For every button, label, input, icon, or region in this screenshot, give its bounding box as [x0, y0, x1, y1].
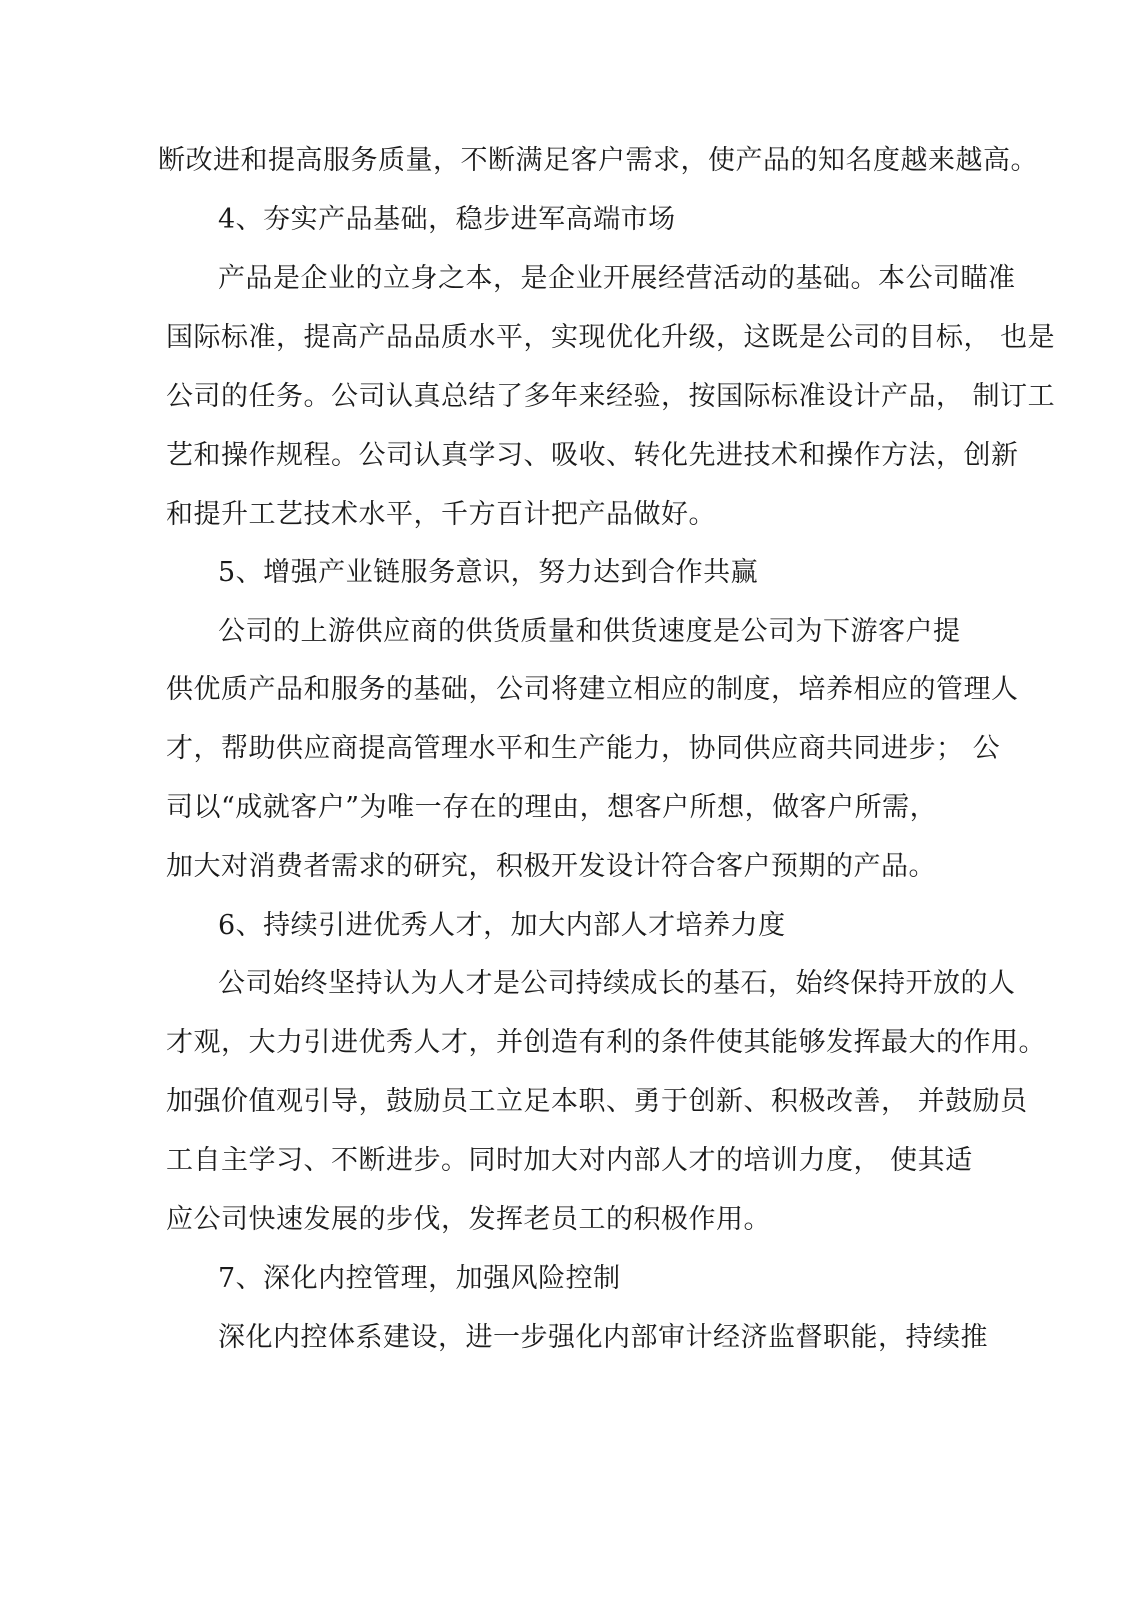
body-text-line: 才观，大力引进优秀人才，并创造有利的条件使其能够发挥最大的作用。 — [166, 1027, 1046, 1058]
body-text-line: 深化内控体系建设，进一步强化内部审计经济监督职能，持续推 — [218, 1322, 988, 1353]
body-text-line: 断改进和提高服务质量，不断满足客户需求，使产品的知名度越来越高。 — [158, 145, 1038, 176]
body-text-line: 司以“成就客户”为唯一存在的理由，想客户所想，做客户所需， — [166, 792, 938, 823]
body-text-line: 应公司快速发展的步伐，发挥老员工的积极作用。 — [166, 1204, 771, 1235]
section-heading-5: 5、增强产业链服务意识，努力达到合作共赢 — [218, 557, 759, 588]
section-heading-4: 4、夯实产品基础，稳步进军高端市场 — [218, 204, 676, 235]
body-text-line: 公司始终坚持认为人才是公司持续成长的基石，始终保持开放的人 — [218, 968, 1016, 999]
body-text-line: 工自主学习、不断进步。同时加大对内部人才的培训力度， 使其适 — [166, 1145, 973, 1176]
body-text-line: 艺和操作规程。公司认真学习、吸收、转化先进技术和操作方法，创新 — [166, 440, 1019, 471]
section-heading-7: 7、深化内控管理，加强风险控制 — [218, 1263, 621, 1294]
section-heading-6: 6、持续引进优秀人才，加大内部人才培养力度 — [218, 910, 786, 941]
body-text-line: 公司的上游供应商的供货质量和供货速度是公司为下游客户提 — [218, 616, 961, 647]
body-text-line: 公司的任务。公司认真总结了多年来经验，按国际标准设计产品， 制订工 — [166, 381, 1056, 412]
body-text-line: 才，帮助供应商提高管理水平和生产能力，协同供应商共同进步； 公 — [166, 733, 1001, 764]
body-text-line: 和提升工艺技术水平，千方百计把产品做好。 — [166, 499, 716, 530]
body-text-line: 加大对消费者需求的研究，积极开发设计符合客户预期的产品。 — [166, 851, 936, 882]
body-text-line: 供优质产品和服务的基础，公司将建立相应的制度，培养相应的管理人 — [166, 674, 1019, 705]
body-text-line: 国际标准，提高产品品质水平，实现优化升级，这既是公司的目标， 也是 — [166, 322, 1056, 353]
body-text-line: 加强价值观引导，鼓励员工立足本职、勇于创新、积极改善， 并鼓励员 — [166, 1086, 1028, 1117]
body-text-line: 产品是企业的立身之本，是企业开展经营活动的基础。本公司瞄准 — [218, 263, 1016, 294]
